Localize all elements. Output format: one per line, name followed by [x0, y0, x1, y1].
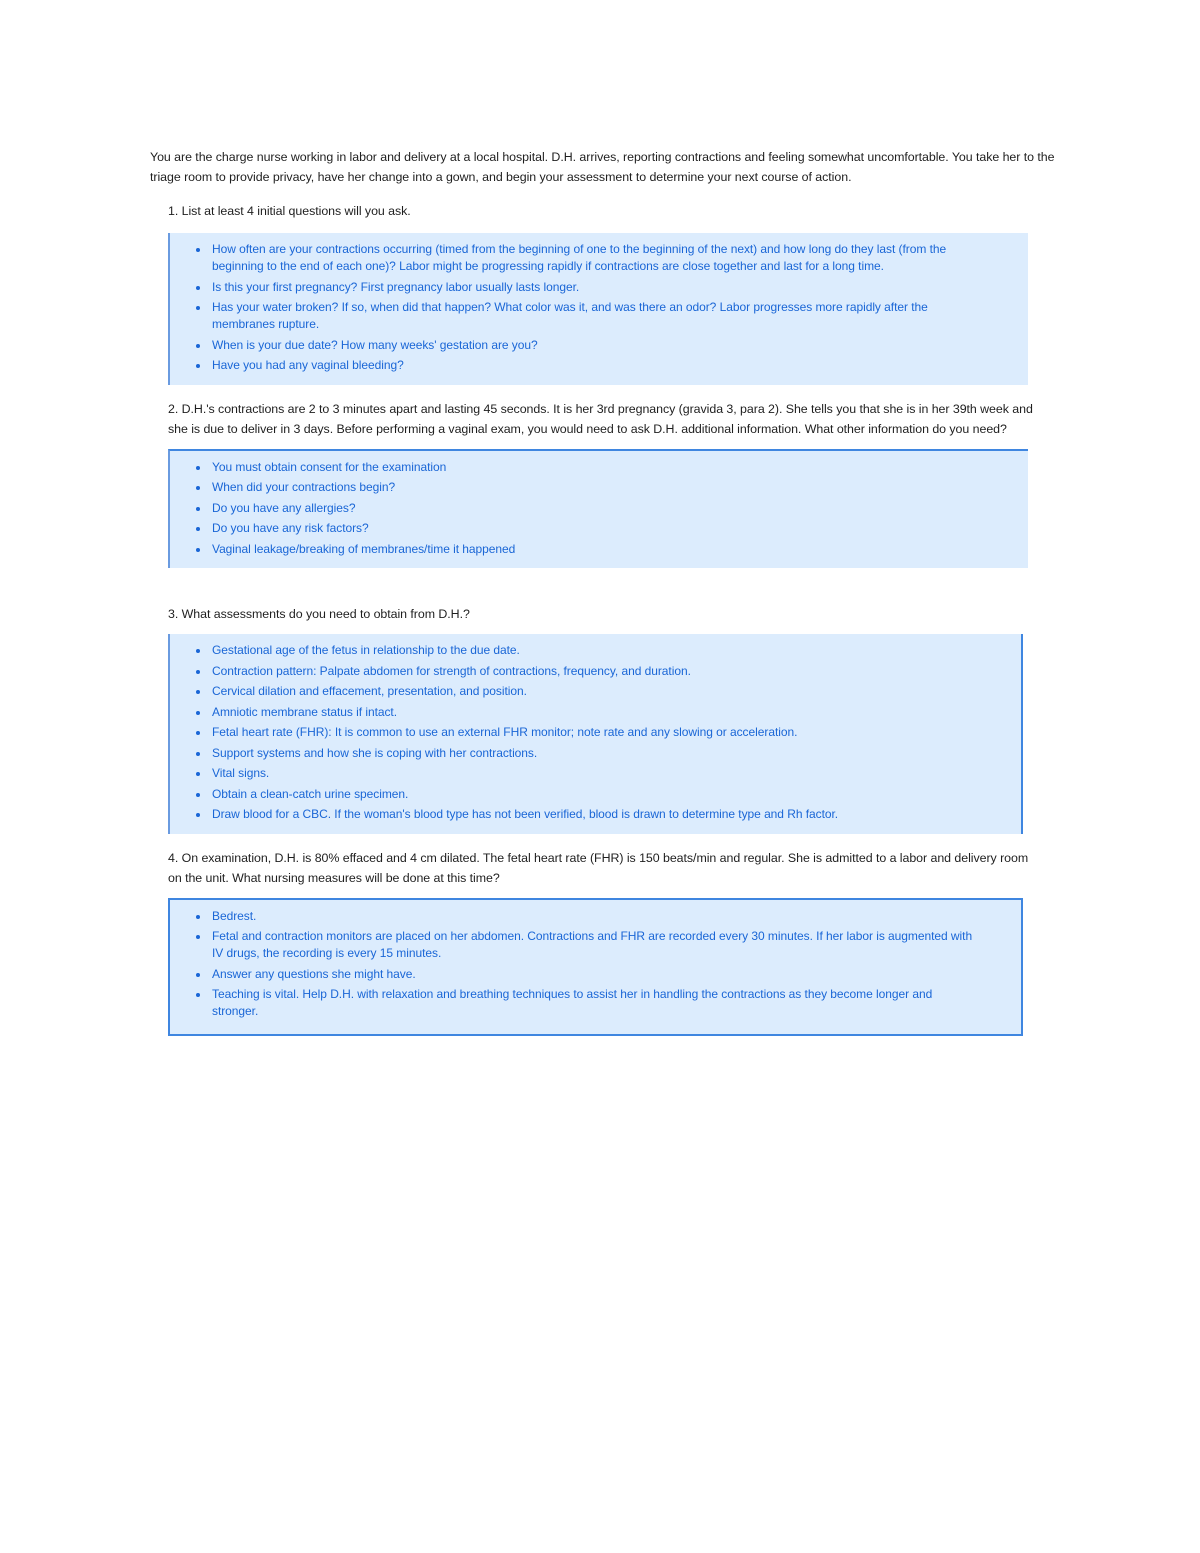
answer-list-2	[192, 459, 988, 558]
scenario-intro: You are the charge nurse working in labor and delivery at a local hospital. D.H. arrives, reporting contractions and feeling somewhat uncomfortable. You take her to the triage room to provide privacy, have her change into a gown, and begin your assessment to determine your next course of action.	[150, 150, 1055, 184]
answer-item: Support systems and how she is coping with her contractions.	[212, 745, 981, 762]
answer-item: Fetal and contraction monitors are placed on her abdomen. Contractions and FHR are recorded every 30 minutes. If her labor is augmented with IV drugs, the recording is every 15 minutes.	[212, 928, 981, 962]
answer-item: Teaching is vital. Help D.H. with relaxation and breathing techniques to assist her in handling the contractions as they become longer and stronger.	[212, 986, 981, 1020]
answer-list-1	[192, 241, 988, 374]
answer-item: Draw blood for a CBC. If the woman's blood type has not been verified, blood is drawn to determine type and Rh factor.	[212, 806, 981, 823]
question-1: 1. List at least 4 initial questions will you ask.	[168, 204, 411, 218]
question-2: 2. D.H.'s contractions are 2 to 3 minutes apart and lasting 45 seconds. It is her 3rd pregnancy (gravida 3, para 2). She tells you that she is in her 39th week and she is due to deliver in 3 days. Before performing a vaginal exam, you would need to ask D.H. additional information. What other information do you need?	[168, 401, 1033, 436]
answer-item: Answer any questions she might have.	[212, 966, 981, 983]
answer-item: Amniotic membrane status if intact.	[212, 704, 981, 721]
answer-item: Cervical dilation and effacement, presentation, and position.	[212, 683, 981, 700]
answer-item: Obtain a clean-catch urine specimen.	[212, 786, 981, 803]
answer-box-4	[168, 898, 1023, 1036]
question-4: 4. On examination, D.H. is 80% effaced and 4 cm dilated. The fetal heart rate (FHR) is 150 beats/min and regular. She is admitted to a labor and delivery room on the unit. What nursing measures will be done at this time?	[168, 850, 1029, 885]
answer-list-4	[192, 908, 981, 1021]
answer-item: When is your due date? How many weeks' gestation are you?	[212, 337, 988, 354]
answer-item: Gestational age of the fetus in relationship to the due date.	[212, 642, 981, 659]
answer-item: Is this your first pregnancy? First pregnancy labor usually lasts longer.	[212, 279, 988, 296]
answer-item: Bedrest.	[212, 908, 981, 925]
document-page	[150, 147, 1055, 1036]
answer-item: Has your water broken? If so, when did that happen? What color was it, and was there an odor? Labor progresses more rapidly after the membranes rupture.	[212, 299, 988, 333]
answer-item: You must obtain consent for the examination	[212, 459, 988, 476]
answer-item: Have you had any vaginal bleeding?	[212, 357, 988, 374]
question-3: 3. What assessments do you need to obtain from D.H.?	[168, 607, 470, 621]
answer-item: Vaginal leakage/breaking of membranes/time it happened	[212, 541, 988, 558]
answer-item: Do you have any risk factors?	[212, 520, 988, 537]
answer-item: Contraction pattern: Palpate abdomen for strength of contractions, frequency, and duration.	[212, 663, 981, 680]
answer-item: Vital signs.	[212, 765, 981, 782]
answer-box-2	[168, 449, 1028, 569]
answer-box-1	[168, 233, 1028, 385]
answer-item: How often are your contractions occurring (timed from the beginning of one to the beginning of the next) and how long do they last (from the beginning to the end of each one)? Labor might be progressing rapidly if contractions are close together and last for a long time.	[212, 241, 988, 275]
answer-list-3	[192, 642, 981, 823]
answer-box-3	[168, 634, 1023, 834]
answer-item: When did your contractions begin?	[212, 479, 988, 496]
answer-item: Fetal heart rate (FHR): It is common to use an external FHR monitor; note rate and any slowing or acceleration.	[212, 724, 981, 741]
answer-item: Do you have any allergies?	[212, 500, 988, 517]
